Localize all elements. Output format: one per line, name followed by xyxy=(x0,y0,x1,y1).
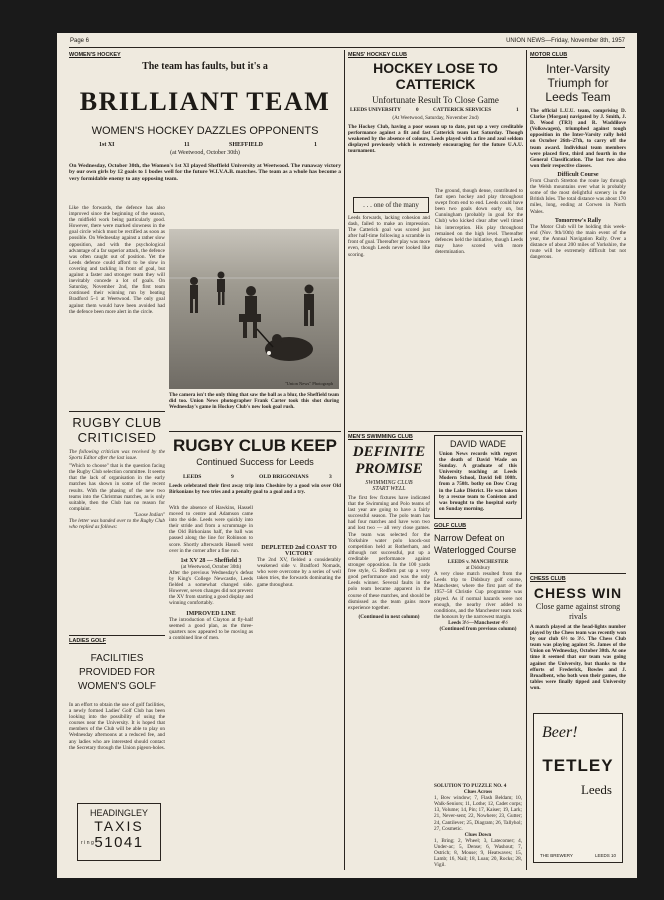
headline: Narrow Defeat on Waterlogged Course xyxy=(434,533,517,555)
article-body: The 2nd XV, fielded a considerably weakened side v. Bradford Nomads, who were overcome by a series of well taken tries, the forwards dominating the game throughout. xyxy=(257,557,341,588)
ring-label: ring xyxy=(81,840,96,846)
subhead: START WELL xyxy=(372,486,406,492)
section-label: WOMEN'S HOCKEY xyxy=(69,52,121,58)
ad-footer xyxy=(540,853,616,858)
section-label: CHESS CLUB xyxy=(530,576,566,582)
rugby-score-line xyxy=(169,474,341,482)
subheadline: WOMEN'S HOCKEY DAZZLES OPPONENTS xyxy=(91,125,319,137)
article-body: The first few fixtures have indicated that the Swimming and Polo teams of last year are going to have a fairly successful season. The polo team has had four matches and have won two and lost two — all very close games. The team was selected for the Yorkshire water polo knock-out competition held at Rotherham, and although not successful, put up a creditable performance against stronger opposition. In the 100 yards free style, G. Redfern put up a very good performance and was the only Leeds winner. Several faults in the polo team became apparent in the course of these matches, and should be dismissed as the team gains more experience together. xyxy=(348,495,430,611)
page-number: Page 6 xyxy=(70,38,90,44)
motor-club-story xyxy=(530,52,626,607)
rugby-lead: Leeds celebrated their first away trip into Cheshire by a good win over Old Birkonians by two tries and a penalty goal to a goal and a try. xyxy=(169,483,341,496)
section-label: LADIES GOLF xyxy=(69,638,106,644)
rugby-criticised-story xyxy=(69,415,165,645)
divider xyxy=(69,635,165,636)
lead-paragraph: On Wednesday, October 30th, the Women's 1st XI played Sheffield University at Weetwood. The runaway victory by our own girls by 12 goals to 1 bodes well for the future W.I.V.A.B. matches. The team as a whole has become a very formidable enemy to any opposing team. xyxy=(69,163,341,182)
headline: DEFINITE PROMISE xyxy=(352,444,426,477)
taxi-number: 51041 xyxy=(94,834,144,851)
rugby-column-2 xyxy=(257,505,341,870)
intro: The following criticism was received by the Sports Editor after the last issue. xyxy=(69,449,165,462)
obituary-box xyxy=(434,435,522,519)
across-answers: 1, Bow window; 7, Flash Beldam; 10, Walk-Seniors; 11, Lothe; 12, Cadet corps; 13, Volume; 14, Pin; 17, Kaiser; 19, Lark; 21, Never-sent; 22, Nowhere; 23, Gutter; 24, Cantilever; 25, Diagram; 26, Tallyhol; 27, Cosmetic. xyxy=(434,795,522,832)
puzzle-solution xyxy=(434,783,522,873)
goals-home: 9 xyxy=(231,474,234,480)
photo-credit: "Union News" Photograph xyxy=(284,381,333,386)
womens-hockey-head xyxy=(69,52,341,86)
column-rule xyxy=(526,50,527,870)
venue: (at Weetwood, October 30th) xyxy=(180,563,242,570)
divider xyxy=(530,573,626,574)
taxis-advert xyxy=(77,803,161,861)
divider xyxy=(348,431,523,432)
continued-note: (Continued in next column) xyxy=(358,613,420,620)
ad-brand: TETLEY xyxy=(542,756,614,775)
down-heading: Clues Down xyxy=(464,831,492,838)
down-answers: 1, Bring; 2, Wheel; 3, Latecomer; 4, Under-ac; 5, Dense; 6, Washout; 7, Ostrich; 8, Mouse; 9, Heatwaves; 15, Lamb; 16, Nail; 18, Loan; 20, Rocks; 28, Vigil. xyxy=(434,837,522,869)
mens-hockey-story xyxy=(348,52,523,207)
lead-paragraph: The Hockey Club, having a poor season up to date, put up a very creditable performance against a fit and fast Catterick team last Saturday. Though weakened by the absence of colours, Leeds played with a fire and zeal seldom displayed previously which is extremely encouraging for the future U.A.U. tournament. xyxy=(348,124,523,155)
across-heading: Clues Across xyxy=(463,789,493,796)
deck: The team has faults, but it's a xyxy=(142,61,268,72)
folio-rule xyxy=(69,47,625,48)
headline: RUGBY CLUB CRITICISED xyxy=(72,415,162,445)
article-body: A very close match resulted from the Leeds trip to Didsbury golf course, Manchester, where the first part of the 1957–58 Christie Cup programme was played. As if normal hazards were not enough, the nearby river added to conditions, and the Manchester team took the honours by the narrowest margin. xyxy=(434,571,522,620)
article-body: After the previous Wednesday's defeat by King's College Newcastle, Leeds fielded a somewhat changed side. However, seven changes did not prevent the XV from starting a good display and winning comfortably. xyxy=(169,569,253,607)
team-home: LEEDS UNIVERSITY xyxy=(350,107,401,113)
brewery-address: LEEDS 10 xyxy=(594,853,616,858)
ad-town: Leeds xyxy=(580,782,612,797)
continued-note: (Continued from previous column) xyxy=(439,626,517,633)
rugby-column-1 xyxy=(169,505,253,870)
section-label: MEN'S SWIMMING CLUB xyxy=(348,434,413,440)
score-line: LEEDS v. MANCHESTER xyxy=(447,559,509,565)
rugby-subhead: Continued Success for Leeds xyxy=(196,457,314,467)
ad-slogan: Beer! xyxy=(542,724,578,741)
goals-away: 1 xyxy=(516,107,519,113)
ladies-golf-story xyxy=(69,638,165,788)
venue: at Didsbury xyxy=(465,565,491,572)
section-label: MOTOR CLUB xyxy=(530,52,568,58)
brewery: THE BREWERY xyxy=(540,853,573,858)
subhead: DEPLETED 2nd COAST TO VICTORY xyxy=(261,545,337,558)
article-body: In an effort to obtain the use of golf facilities, a newly formed Ladies' Golf Club has been looking into the possibility of using the courses near the University. It is hoped that members of the Club will be able to play on Wednesday afternoons at a reduced fee, and any ladies who are interested should contact the Secretary through the Union pigeon-holes. xyxy=(69,702,165,751)
hockey-players-illustration xyxy=(169,229,339,389)
chess-story xyxy=(530,576,626,716)
subhead: IMPROVED LINE xyxy=(186,610,236,617)
obituary-name: DAVID WADE xyxy=(449,439,506,449)
goals-away: 1 xyxy=(314,142,317,148)
section-label: GOLF CLUB xyxy=(434,523,467,529)
pull-quote: . . . one of the many xyxy=(353,197,429,213)
mens-hockey-body-1: Leeds forwards, lacking cohesion and dash, failed to make an impression. The Catterick goal was scored just after half-time following a scramble in front of goal. Thereafter play was more even, though Leeds never looked like scoring. xyxy=(348,215,430,258)
result: Leeds 3½—Manchester 4½ xyxy=(448,619,508,626)
article-body: From Church Stretton the route lay through the Welsh mountains over what is probably some of the most delightful scenery in the British Isles. The total distance was about 170 miles, long, ending at Corwen in North Wales. xyxy=(530,178,626,215)
newspaper-page xyxy=(57,33,637,878)
venue: (at Weetwood, October 30th) xyxy=(170,150,240,156)
goals-home: 0 xyxy=(416,107,419,113)
article-body: The introduction of Clayton at fly-half seemed a good plan, as the three-quarters now appeared to be moving as a combined line of men. xyxy=(169,616,253,641)
letter-body: "Which to choose" that is the question facing the Rugby Club selection committee. It seems that the lack of organisation in the early matches has shown in some of the recent results. With the phasing of the new two teams into the Christmas matches, as is only suitable, then the Club has no reason for complaint. xyxy=(69,463,165,512)
signature: "Loose Indian" xyxy=(133,511,165,518)
paper-dateline: UNION NEWS—Friday, November 8th, 1957 xyxy=(506,38,625,44)
puzzle-title: SOLUTION TO PUZZLE NO. 4 xyxy=(434,783,507,789)
rugby-headline: RUGBY CLUB KEEP xyxy=(172,436,338,455)
swimming-story xyxy=(348,434,430,870)
article-body: With the absence of Hawkins, Hassell moved to centre and Adamson came into the side. Leeds were quickly into their stride and from a scrummage in the Old Birkonians half, the ball was passed along the line for Robinson to score. Shortly afterwards Hassell went over in the corner after a fine run. xyxy=(169,505,253,554)
mens-hockey-body-2: The ground, though dense, contributed to fast open hockey and play throughout swept from end to end. Leeds could have been two goals down early on, but Cunningham (probably in goal for the Club) who kicked clear after well timed his interception. His play throughout remained on the high level. Thereafter defences held the initiative, though Leeds may have scored with more determination. xyxy=(435,188,523,255)
subhead: SWIMMING CLUB xyxy=(365,480,413,486)
banner-headline: BRILLIANT TEAM xyxy=(79,87,331,116)
article-body: A match played at the head-lights number played by the Chess team was recently won by our club 6½ to 3½. The Chess Club team was playing against St. James of the Union on Wednesday, October 30th. At one time it seemed that our team was going against the University, but thanks to the efforts of Frederick, Bowles and J. Broadbent, who both won their games, the tables were finally tipped and University won. xyxy=(530,624,626,691)
divider xyxy=(69,411,165,412)
hockey-photo xyxy=(169,229,339,389)
subhead: Unfortunate Result To Close Game xyxy=(372,95,499,105)
article-body: The Motor Club will be holding this week-end (Nov. 9th/10th) the main event of the year, the Annual Navigation Rally. Over a distance of about 200 miles of Yorkshire, the route will be extremely difficult but not dangerous. xyxy=(530,223,626,261)
lead-paragraph: The official L.U.U. team, comprising D. Clarke (Morgan) navigated by J. Smith, J. D. Wood (TR3) and R. Waddilove (Volkswagen), triumphed against tough opposition in the Inter-Varsity rally held on October 26th–27th, to carry off the team award. Individual team members were placed first, third and fourth in the General Classification. The last two also won their respective classes. xyxy=(530,108,626,169)
obituary-text: Union News records with regret the death of David Wade on Sunday. A graduate of this University teaching at Leeds Modern School, David fell 100ft. from a 750ft. bothy on Dow Crag in the Lake District. He was taken by a rescue team to Coniston and was brought to the hospital early on Sunday morning. xyxy=(439,451,517,512)
score-line xyxy=(69,142,341,160)
photo-caption: The camera isn't the only thing that saw the ball as a blur, the Sheffield team did too. Union News photographer Frank Carter took this shot during Wednesday's game in Hockey Club's new look goal rush. xyxy=(169,392,339,411)
taxi-word: TAXIS xyxy=(94,818,144,834)
tetley-advert xyxy=(533,713,623,863)
subhead: Difficult Course xyxy=(557,171,599,178)
article-body: Like the forwards, the defence has also improved since the beginning of the season, the midfield work being particularly good. However, there were marked slowness in the goal circle which must be rectified as soon as possible. On Wednesday against a rather slow opposition, and with the psychological advantage of a far superior attack, the defence was often caught out of position. Yet the Leeds defence could afford to be slow in covering and tackling in front of goal, but against a faster and stronger team they will inevitably concede a lot of goals. On Saturday, November 2nd, the first team continued their winning run by beating Bradford 5–1 at Weetwood. The only goal against them would have been avoided had the defence been more alert in the circle. xyxy=(69,205,165,315)
subhead: 1st XV 28 — Sheffield 3 xyxy=(180,557,242,564)
team-away: CATTERICK SERVICES xyxy=(433,107,492,113)
team-home: LEEDS xyxy=(183,474,202,480)
editor-note: The letter was handed over to the Rugby Club who replied as follows: xyxy=(69,518,165,531)
divider xyxy=(169,431,341,432)
team-away: OLD BRIGONIANS xyxy=(259,474,309,480)
score-line xyxy=(348,107,523,115)
subhead: Close game against strong rivals xyxy=(535,602,621,621)
taxi-company: HEADINGLEY xyxy=(89,808,149,818)
goals-home: 11 xyxy=(184,142,190,148)
goals-away: 3 xyxy=(329,474,332,480)
headline: CHESS WIN xyxy=(533,585,623,601)
golf-story xyxy=(434,523,522,783)
headline: Inter-Varsity Triumph for Leeds Team xyxy=(545,62,611,104)
headline: FACILITIES PROVIDED FOR WOMEN'S GOLF xyxy=(77,653,157,692)
venue: (At Weetwood, Saturday, November 2nd) xyxy=(392,115,479,121)
team-home: 1st XI xyxy=(99,142,115,148)
headline: HOCKEY LOSE TO CATTERICK xyxy=(373,60,498,92)
section-label: MENS' HOCKEY CLUB xyxy=(348,52,407,58)
team-away: SHEFFIELD xyxy=(229,142,264,148)
column-rule xyxy=(344,50,345,870)
subhead: Tomorrow's Rally xyxy=(554,217,602,224)
